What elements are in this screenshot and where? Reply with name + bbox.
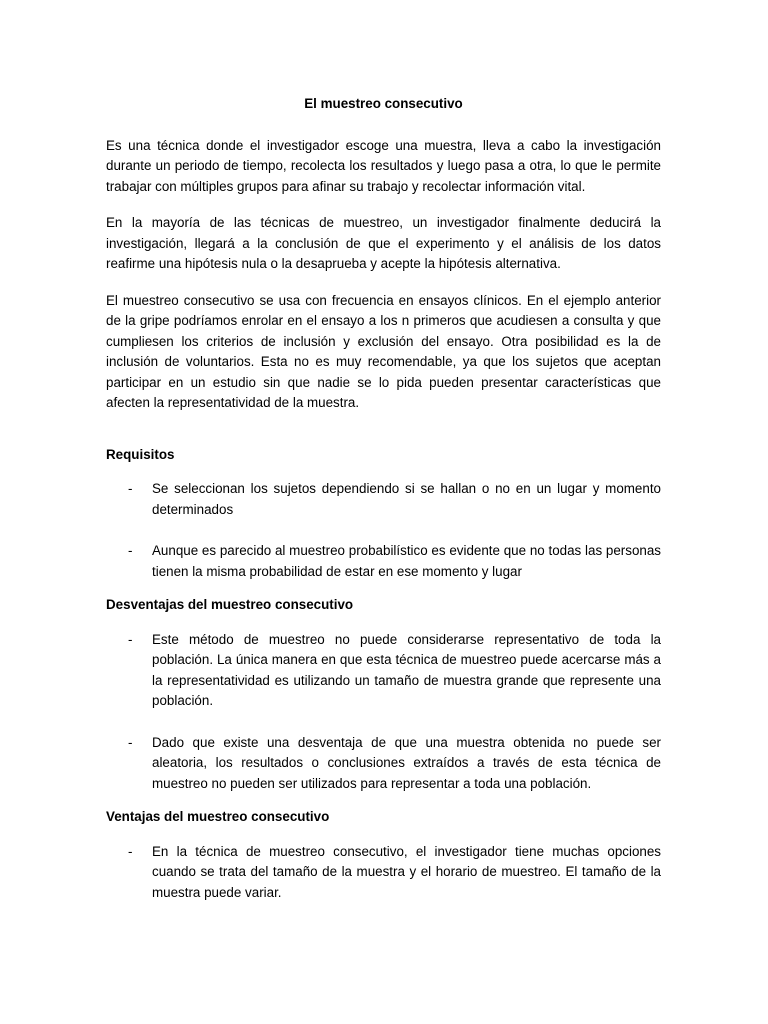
list-item — [106, 842, 661, 904]
bullet-dash: - — [128, 734, 133, 750]
document-title: El muestreo consecutivo — [304, 96, 463, 111]
document-page — [106, 94, 661, 903]
section-heading-requisitos: Requisitos — [106, 446, 175, 462]
section-heading-desventajas: Desventajas del muestreo consecutivo — [106, 597, 354, 612]
list-item-text: Se seleccionan los sujetos dependiendo si se hallan o no en un lugar y momento determinados — [152, 481, 661, 517]
bullet-dash: - — [128, 481, 133, 496]
bullet-dash: - — [128, 543, 133, 558]
section-heading-ventajas: Ventajas del muestreo consecutivo — [106, 809, 330, 824]
list-item — [106, 541, 661, 582]
paragraph-3: El muestreo consecutivo se usa con frecuencia en ensayos clínicos. En el ejemplo anterior de la gripe podríamos enrolar en el ensayo a los n primeros que acudiesen a consulta y que cumpliesen los criterios de inclusión y exclusión del ensayo. Otra posibilidad es la de inclusión de voluntarios. Esta no es muy recomendable, ya que los sujetos que aceptan participar en un estudio sin que nadie se lo pida pueden presentar características que afecten la representatividad de la muestra. — [106, 292, 661, 410]
paragraph-2: En la mayoría de las técnicas de muestreo, un investigador finalmente deducirá la investigación, llegará a la conclusión de que el experimento y el análisis de los datos reafirme una hipótesis nula o la desaprueba y acepte la hipótesis alternativa. — [106, 215, 661, 271]
list-item — [106, 733, 661, 795]
list-item-text: Aunque es parecido al muestreo probabilístico es evidente que no todas las personas tienen la misma probabilidad de estar en ese momento y lugar — [152, 543, 661, 579]
list-requisitos — [106, 479, 661, 582]
bullet-dash: - — [128, 843, 133, 859]
bullet-dash: - — [128, 631, 133, 647]
list-item-text: Este método de muestreo no puede considerarse representativo de toda la población. La única manera en que esta técnica de muestreo puede acercarse más a la representatividad es utilizando un tamaño de muestra grande que represente una población. — [152, 631, 661, 708]
list-ventajas — [106, 842, 661, 904]
list-desventajas — [106, 630, 661, 795]
list-item-text: Dado que existe una desventaja de que una muestra obtenida no puede ser aleatoria, los resultados o conclusiones extraídos a través de esta técnica de muestreo no pueden ser utilizados para representar a toda una población. — [152, 734, 661, 791]
list-item — [106, 479, 661, 520]
list-item-text: En la técnica de muestreo consecutivo, el investigador tiene muchas opciones cuando se trata del tamaño de la muestra y el horario de muestreo. El tamaño de la muestra puede variar. — [152, 843, 661, 900]
list-item — [106, 630, 661, 712]
paragraph-1: Es una técnica donde el investigador escoge una muestra, lleva a cabo la investigación durante un periodo de tiempo, recolecta los resultados y luego pasa a otra, lo que le permite trabajar con múltiples grupos para afinar su trabajo y recolectar información vital. — [106, 137, 661, 194]
